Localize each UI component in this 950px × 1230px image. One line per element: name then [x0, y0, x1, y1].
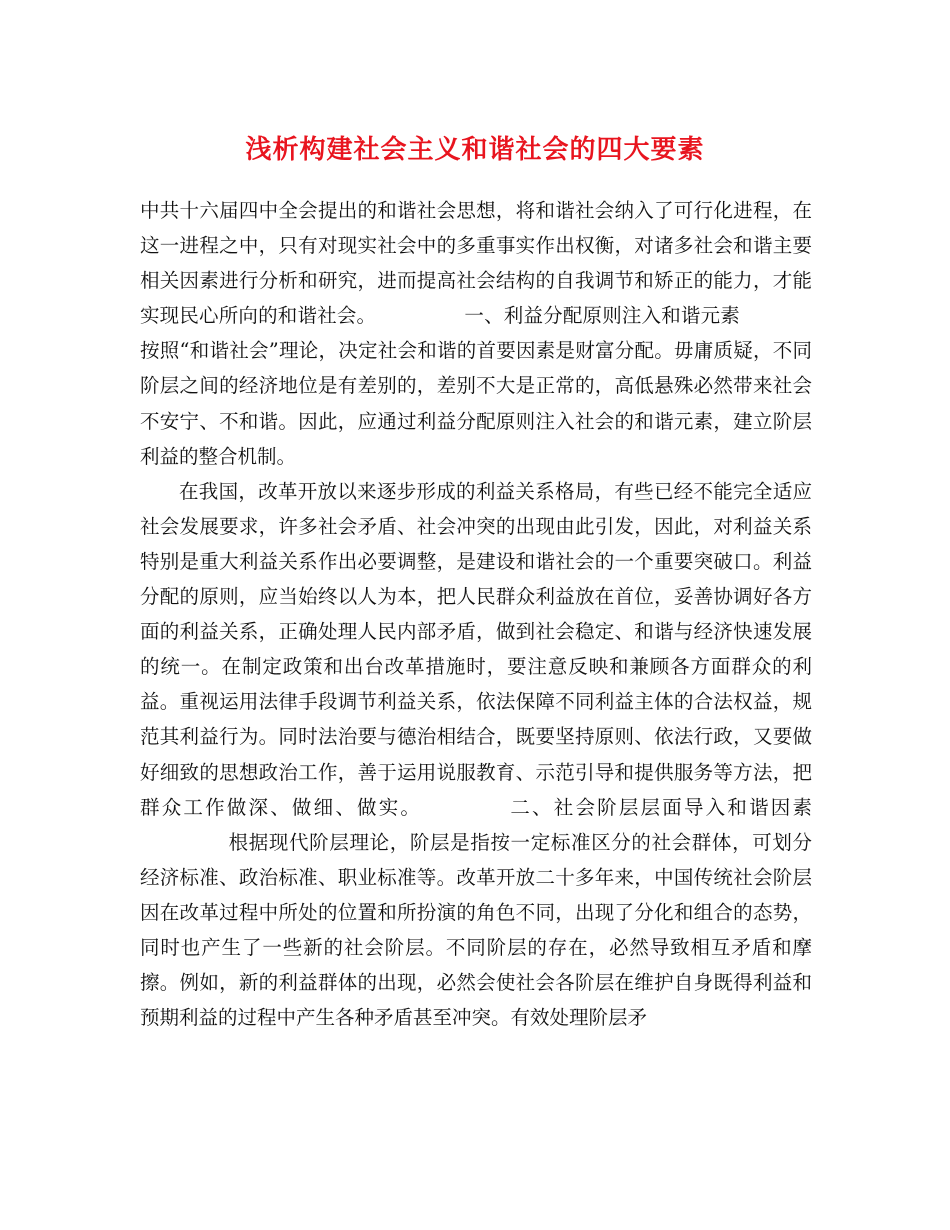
section-1-text: 按照“和谐社会”理论，决定社会和谐的首要因素是财富分配。毋庸质疑，不同阶层之间的经济地位是有差别的，差别不大是正常的，高低悬殊必然带来社会不安宁、不和谐。因此，应通过利益分配原则注入社会的和谐元素，建立阶层利益的整合机制。 [140, 339, 812, 468]
paragraph-main [140, 474, 812, 1036]
section-2-text: 根据现代阶层理论，阶层是指按一定标准区分的社会群体，可划分经济标准、政治标准、职业标准等。改革开放二十多年来，中国传统社会阶层因在改革过程中所处的位置和所扮演的角色不同，出现了分化和组合的态势，同时也产生了一些新的社会阶层。不同阶层的存在，必然导致相互矛盾和摩擦。例如，新的利益群体的出现，必然会使社会各阶层在维护自身既得利益和预期利益的过程中产生各种矛盾甚至冲突。有效处理阶层矛 [140, 830, 812, 1030]
document-body [140, 193, 812, 1035]
section-heading-1: 一、利益分配原则注入和谐元素 [464, 304, 740, 328]
paragraph-2-text: 在我国，改革开放以来逐步形成的利益关系格局，有些已经不能完全适应社会发展要求，许多社会矛盾、社会冲突的出现由此引发，因此，对利益关系特别是重大利益关系作出必要调整，是建设和谐社会的一个重要突破口。利益分配的原则，应当始终以人为本，把人民群众利益放在首位，妥善协调好各方面的利益关系，正确处理人民内部矛盾，做到社会稳定、和谐与经济快速发展的统一。在制定政策和出台改革措施时，要注意反映和兼顾各方面群众的利益。重视运用法律手段调节利益关系，依法保障不同利益主体的合法权益，规范其利益行为。同时法治要与德治相结合，既要坚持原则、依法行政，又要做好细致的思想政治工作，善于运用说服教育、示范引导和提供服务等方法，把群众工作做深、做细、做实。 [140, 479, 812, 819]
intro-text: 中共十六届四中全会提出的和谐社会思想，将和谐社会纳入了可行化进程，在这一进程之中，只有对现实社会中的多重事实作出权衡，对诸多社会和谐主要相关因素进行分析和研究，进而提高社会结构的自我调节和矫正的能力，才能实现民心所向的和谐社会。 [140, 199, 812, 328]
section-heading-2: 二、社会阶层层面导入和谐因素 [508, 795, 812, 819]
paragraph-intro [140, 193, 812, 474]
document-title: 浅析构建社会主义和谐社会的四大要素 [245, 135, 705, 165]
